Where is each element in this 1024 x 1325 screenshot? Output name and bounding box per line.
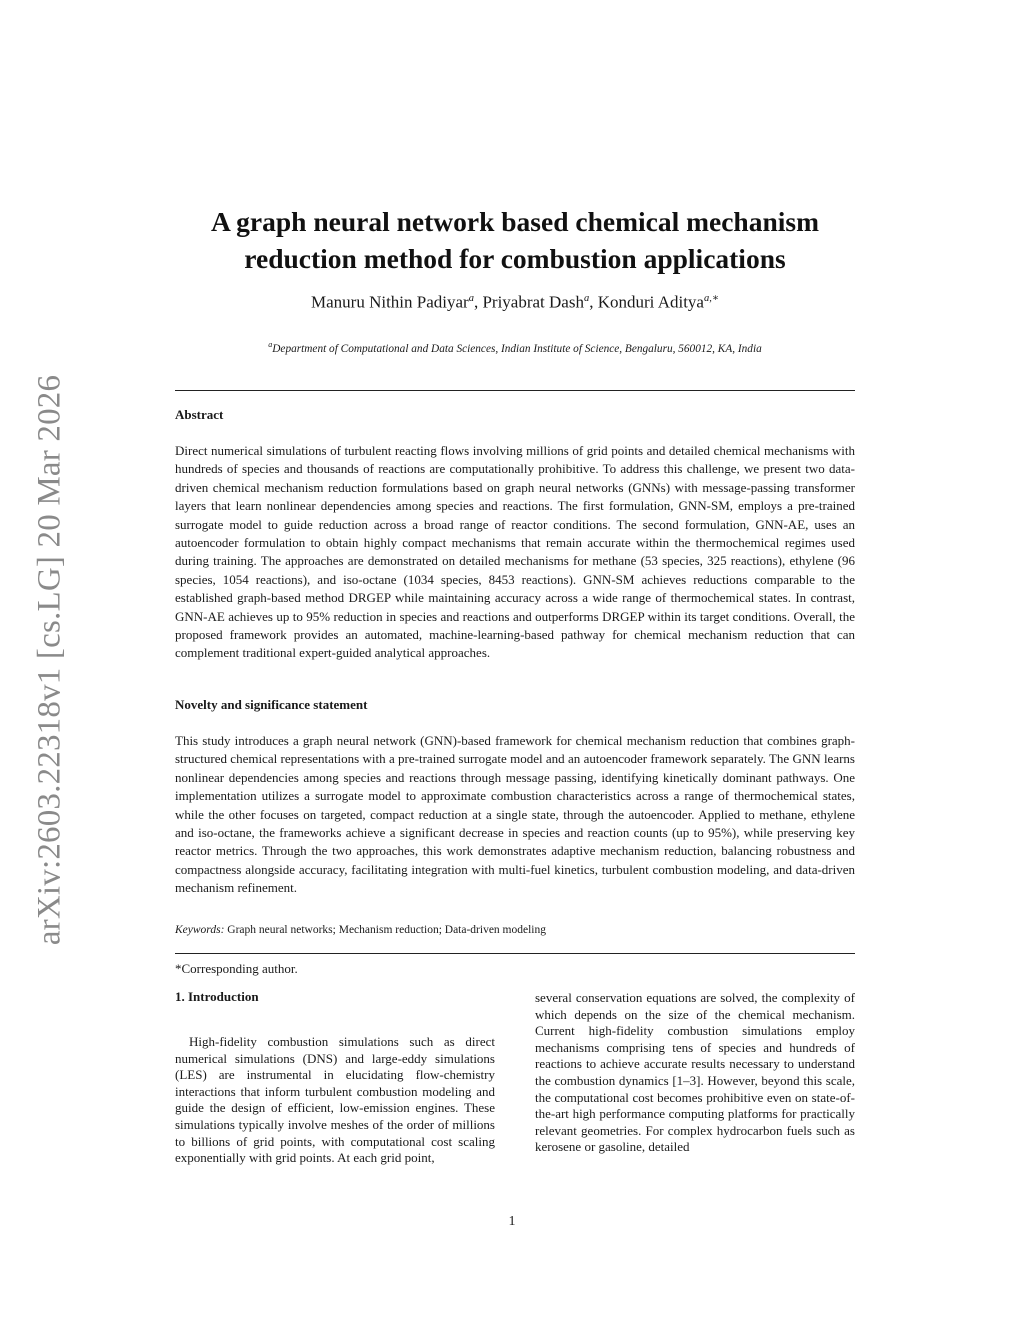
affiliation-text: Department of Computational and Data Sciences, Indian Institute of Science, Bengaluru, 560012, KA, India [272, 342, 762, 355]
paper-title [175, 203, 855, 277]
introduction-heading: 1. Introduction [175, 989, 259, 1004]
affiliation-mark: a [268, 340, 273, 349]
abstract-heading: Abstract [175, 407, 224, 422]
abstract-text: Direct numerical simulations of turbulent reacting flows involving millions of grid points and detailed chemical mechanisms with hundreds of species and thousands of reactions are computationally prohibitive. To address this challenge, we present two data-driven chemical mechanism reduction formulations based on graph neural networks (GNNs) with message-passing transformer layers that learn nonlinear dependencies among species and reactions. The first formulation, GNN-SM, employs a pre-trained surrogate model to guide reduction across a broad range of reactor conditions. The second formulation, GNN-AE, uses an autoencoder formulation to obtain highly compact mechanisms that remain accurate within the thermochemical regimes used during training. The approaches are demonstrated on detailed mechanisms for methane (53 species, 325 reactions), ethylene (96 species, 1054 reactions), and iso-octane (1034 species, 8453 reactions). GNN-SM achieves reductions comparable to the established graph-based method DRGEP while maintaining accuracy across a wide range of thermochemical states. In contrast, GNN-AE achieves up to 95% reduction in species and reactions and outperforms DRGEP within its target conditions. Overall, the proposed framework provides an automated, machine-learning-based pathway for chemical mechanism reduction that can complement traditional expert-guided analytical approaches. [175, 443, 855, 661]
novelty-text: This study introduces a graph neural network (GNN)-based framework for chemical mechanism reduction that combines graph-structured chemical representations with a pre-trained surrogate model and an autoencoder framework separately. The GNN learns nonlinear dependencies among species and reactions through message passing, identifying kinetically dominant pathways. One implementation utilizes a surrogate model to approximate combustion characteristics across a range of thermochemical states, while the other focuses on targeted, compact reduction at a single state, through the autoencoder. Applied to methane, ethylene and iso-octane, the frameworks achieve a significant decrease in species and reaction counts (up to 95%), while preserving key reactor metrics. Through the two approaches, this work demonstrates adaptive mechanism reduction, balancing robustness and compactness alongside accuracy, facilitating integration with multi-fuel kinetics, turbulent combustion modeling, and data-driven mechanism refinement. [175, 733, 855, 896]
author-list: Manuru Nithin Padiyar$^a$, Priyabrat Dash$^a$, Konduri Aditya$^{a,∗}$ [311, 292, 719, 312]
page-number: 1 [508, 1214, 516, 1229]
author-name: Priyabrat Dash [482, 292, 584, 312]
affiliation [175, 340, 855, 355]
author-name: Manuru Nithin Padiyar [311, 292, 469, 312]
arxiv-identifier-text: arXiv:2603.22318v1 [cs.LG] 20 Mar 2026 [31, 374, 68, 946]
keywords-label: Keywords: [175, 924, 225, 936]
title-line-1: A graph neural network based chemical mechanism [210, 206, 820, 237]
top-divider [175, 390, 855, 391]
novelty-heading: Novelty and significance statement [175, 697, 368, 712]
keywords [175, 924, 546, 936]
corresponding-author-note: *Corresponding author. [175, 961, 298, 976]
keywords-text: Graph neural networks; Mechanism reduction; Data-driven modeling [227, 924, 546, 936]
title-line-2: reduction method for combustion applications [244, 243, 786, 274]
introduction-column-right: several conservation equations are solved, the complexity of which depends on the size of the chemical mechanism. Current high-fidelity combustion simulations employ mechanisms comprising tens of species and hundreds of reactions to achieve accurate results necessary to understand the combustion dynamics [1–3]. However, beyond this scale, the computational cost becomes prohibitive even on state-of-the-art high performance computing platforms for practically relevant geometries. For complex hydrocarbon fuels such as kerosene or gasoline, detailed [535, 990, 855, 1155]
author-name: Konduri Aditya [597, 292, 704, 312]
bottom-divider [175, 953, 855, 954]
author-affiliation-mark: a,∗ [703, 293, 719, 304]
introduction-column-left: High-fidelity combustion simulations such as direct numerical simulations (DNS) and large-eddy simulations (LES) are instrumental in elucidating flow-chemistry interactions that inform turbulent combustion modeling and guide the design of efficient, low-emission engines. These simulations typically involve meshes of the order of millions to billions of grid points, with computational cost scaling exponentially with grid points. At each grid point, [175, 1034, 495, 1166]
author-affiliation-mark: a [583, 293, 590, 304]
author-affiliation-mark: a [468, 293, 474, 304]
